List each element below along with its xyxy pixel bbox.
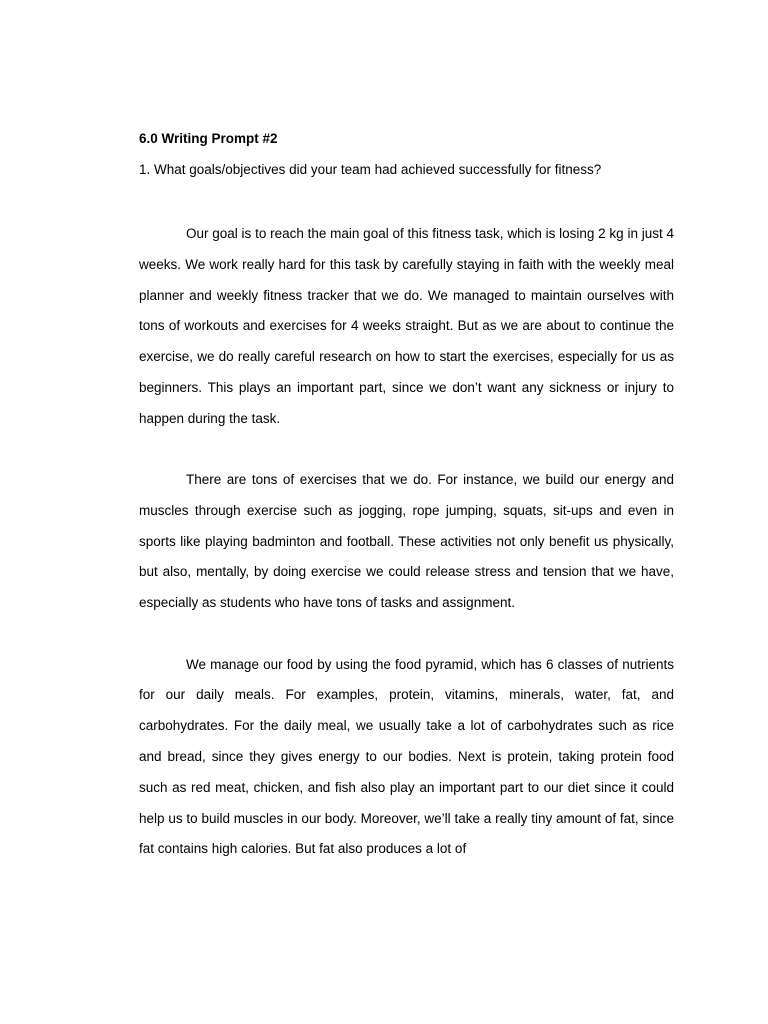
paragraph-goal: Our goal is to reach the main goal of this fitness task, which is losing 2 kg in just 4 weeks. We work really hard for this task by carefully staying in faith with the weekly meal planner and weekly fitness tracker that we do. We managed to maintain ourselves with tons of workouts and exercises for 4 weeks straight. But as we are about to continue the exercise, we do really careful research on how to start the exercises, especially for us as beginners. This plays an important part, since we don’t want any sickness or injury to happen during the task.: [139, 226, 674, 426]
paragraph-food: We manage our food by using the food pyramid, which has 6 classes of nutrients for our daily meals. For examples, protein, vitamins, minerals, water, fat, and carbohydrates. For the daily meal, we usually take a lot of carbohydrates such as rice and bread, since they gives energy to our bodies. Next is protein, taking protein food such as red meat, chicken, and fish also play an important part to our diet since it could help us to build muscles in our body. Moreover, we’ll take a really tiny amount of fat, since fat contains high calories. But fat also produces a lot of: [139, 656, 674, 857]
paragraph-exercises: There are tons of exercises that we do. For instance, we build our energy and muscles through exercise such as jogging, rope jumping, squats, sit-ups and even in sports like playing badminton and football. These activities not only benefit us physically, but also, mentally, by doing exercise we could release stress and tension that we have, especially as students who have tons of tasks and assignment.: [139, 472, 674, 611]
prompt-question: 1. What goals/objectives did your team had achieved successfully for fitness?: [139, 162, 602, 177]
document-body: [139, 128, 674, 865]
section-heading: 6.0 Writing Prompt #2: [139, 131, 278, 146]
